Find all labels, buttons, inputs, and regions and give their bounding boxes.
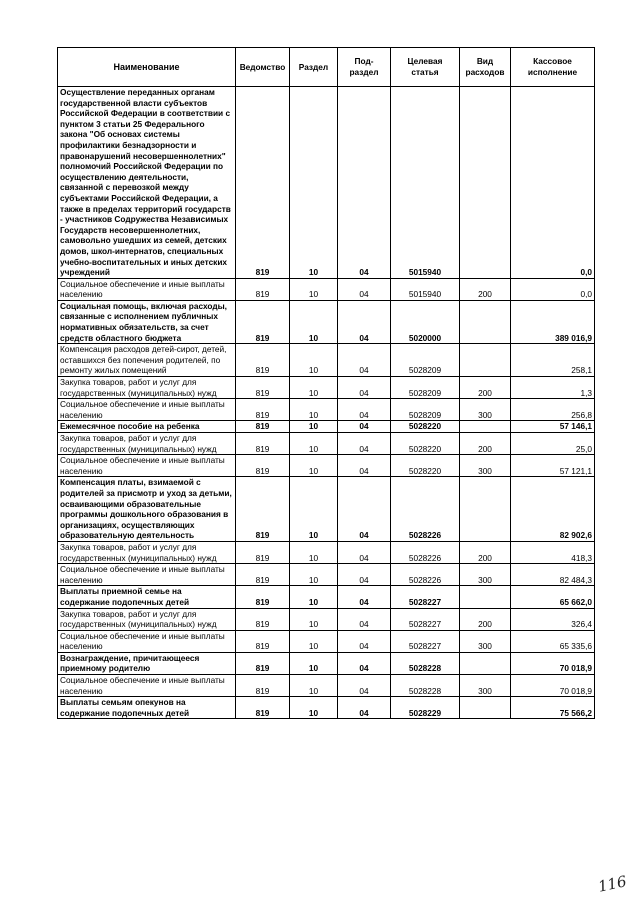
row-dept: 819: [236, 697, 290, 719]
header-name: Наименование: [58, 48, 236, 87]
row-target: 5028228: [391, 652, 460, 674]
row-name: Социальное обеспечение и иные выплаты населению: [58, 564, 236, 586]
row-exp-type: 200: [460, 433, 511, 455]
row-dept: 819: [236, 300, 290, 343]
row-target: 5028209: [391, 377, 460, 399]
row-section: 10: [290, 564, 338, 586]
row-subsection: 04: [338, 675, 391, 697]
row-target: 5015940: [391, 278, 460, 300]
row-exp-type: [460, 586, 511, 608]
row-cash: 1,3: [511, 377, 595, 399]
row-exp-type: 300: [460, 564, 511, 586]
row-dept: 819: [236, 608, 290, 630]
row-name: Социальное обеспечение и иные выплаты населению: [58, 278, 236, 300]
row-cash: 70 018,9: [511, 652, 595, 674]
row-target: 5028227: [391, 608, 460, 630]
row-cash: 258,1: [511, 344, 595, 377]
row-name: Закупка товаров, работ и услуг для государственных (муниципальных) нужд: [58, 377, 236, 399]
row-name: Вознаграждение, причитающееся приемному родителю: [58, 652, 236, 674]
row-target: 5028220: [391, 455, 460, 477]
row-dept: 819: [236, 630, 290, 652]
row-exp-type: 200: [460, 278, 511, 300]
row-target: 5028227: [391, 630, 460, 652]
row-dept: 819: [236, 455, 290, 477]
row-name: Закупка товаров, работ и услуг для государственных (муниципальных) нужд: [58, 433, 236, 455]
row-subsection: 04: [338, 541, 391, 563]
row-target: 5028220: [391, 433, 460, 455]
row-cash: 57 121,1: [511, 455, 595, 477]
row-section: 10: [290, 399, 338, 421]
row-dept: 819: [236, 278, 290, 300]
row-section: 10: [290, 608, 338, 630]
row-target: 5028209: [391, 344, 460, 377]
row-name: Социальное обеспечение и иные выплаты населению: [58, 455, 236, 477]
row-target: 5020000: [391, 300, 460, 343]
row-dept: 819: [236, 541, 290, 563]
row-name: Осуществление переданных органам государственной власти субъектов Российской Федерации в соответствии с пунктом 3 статьи 25 Федерального закона "Об основах системы профилактики безнадзорности и правонарушений несовершеннолетних" полномочий Российской Федерации по осуществлению деятельности, связанной с перевозкой между субъектами Российской Федерации, а также в пределах территорий государств - участников Содружества Независимых Государств несовершеннолетних, самовольно ушедших из семей, детских домов, школ-интернатов, специальных учебно-воспитательных и иных детских учреждений: [58, 87, 236, 279]
row-cash: 0,0: [511, 278, 595, 300]
row-cash: 256,8: [511, 399, 595, 421]
row-section: 10: [290, 421, 338, 433]
table-body: [58, 87, 595, 719]
row-cash: 65 335,6: [511, 630, 595, 652]
table-row: [58, 300, 595, 343]
row-name: Компенсация расходов детей-сирот, детей, оставшихся без попечения родителей, по ремонту жилых помещений: [58, 344, 236, 377]
row-dept: 819: [236, 675, 290, 697]
row-exp-type: [460, 87, 511, 279]
row-target: 5028226: [391, 564, 460, 586]
row-section: 10: [290, 477, 338, 542]
row-exp-type: 300: [460, 630, 511, 652]
row-cash: 75 566,2: [511, 697, 595, 719]
header-section: Раздел: [290, 48, 338, 87]
header-target: Целевая статья: [391, 48, 460, 87]
row-target: 5028227: [391, 586, 460, 608]
row-section: 10: [290, 675, 338, 697]
row-name: Выплаты приемной семье на содержание подопечных детей: [58, 586, 236, 608]
row-dept: 819: [236, 477, 290, 542]
row-cash: 82 902,6: [511, 477, 595, 542]
row-name: Социальное обеспечение и иные выплаты населению: [58, 399, 236, 421]
row-section: 10: [290, 87, 338, 279]
row-name: Социальная помощь, включая расходы, связанные с исполнением публичных нормативных обязательств, за счет средств областного бюджета: [58, 300, 236, 343]
row-cash: 0,0: [511, 87, 595, 279]
row-cash: 65 662,0: [511, 586, 595, 608]
row-name: Социальное обеспечение и иные выплаты населению: [58, 675, 236, 697]
row-section: 10: [290, 630, 338, 652]
row-target: 5015940: [391, 87, 460, 279]
row-subsection: 04: [338, 697, 391, 719]
table-row: [58, 399, 595, 421]
row-name: Закупка товаров, работ и услуг для государственных (муниципальных) нужд: [58, 608, 236, 630]
header-exp-type: Вид расходов: [460, 48, 511, 87]
row-section: 10: [290, 433, 338, 455]
row-dept: 819: [236, 652, 290, 674]
table-row: [58, 344, 595, 377]
row-exp-type: [460, 697, 511, 719]
row-target: 5028209: [391, 399, 460, 421]
table-row: [58, 433, 595, 455]
row-exp-type: [460, 652, 511, 674]
row-target: 5028229: [391, 697, 460, 719]
row-target: 5028220: [391, 421, 460, 433]
table-row: [58, 630, 595, 652]
row-section: 10: [290, 455, 338, 477]
row-dept: 819: [236, 564, 290, 586]
row-subsection: 04: [338, 433, 391, 455]
table-row: [58, 278, 595, 300]
row-subsection: 04: [338, 377, 391, 399]
row-cash: 25,0: [511, 433, 595, 455]
row-name: Закупка товаров, работ и услуг для государственных (муниципальных) нужд: [58, 541, 236, 563]
row-dept: 819: [236, 433, 290, 455]
row-name: Компенсация платы, взимаемой с родителей за присмотр и уход за детьми, осваивающими образовательные программы дошкольного образования в организациях, осуществляющих образовательную деятельность: [58, 477, 236, 542]
row-dept: 819: [236, 421, 290, 433]
row-cash: 418,3: [511, 541, 595, 563]
row-cash: 326,4: [511, 608, 595, 630]
row-exp-type: 200: [460, 377, 511, 399]
row-cash: 70 018,9: [511, 675, 595, 697]
row-dept: 819: [236, 377, 290, 399]
row-subsection: 04: [338, 399, 391, 421]
row-exp-type: 300: [460, 675, 511, 697]
row-subsection: 04: [338, 455, 391, 477]
table-row: [58, 421, 595, 433]
row-dept: 819: [236, 344, 290, 377]
row-section: 10: [290, 300, 338, 343]
table-row: [58, 455, 595, 477]
row-cash: 57 146,1: [511, 421, 595, 433]
row-dept: 819: [236, 87, 290, 279]
row-exp-type: [460, 477, 511, 542]
row-section: 10: [290, 541, 338, 563]
row-section: 10: [290, 344, 338, 377]
row-subsection: 04: [338, 421, 391, 433]
row-exp-type: [460, 300, 511, 343]
header-dept: Ведомство: [236, 48, 290, 87]
row-subsection: 04: [338, 564, 391, 586]
row-exp-type: 300: [460, 399, 511, 421]
row-section: 10: [290, 586, 338, 608]
row-section: 10: [290, 697, 338, 719]
table-row: [58, 675, 595, 697]
row-target: 5028226: [391, 541, 460, 563]
row-cash: 389 016,9: [511, 300, 595, 343]
row-subsection: 04: [338, 278, 391, 300]
row-subsection: 04: [338, 344, 391, 377]
table-row: [58, 87, 595, 279]
row-section: 10: [290, 652, 338, 674]
header-cash: Кассовое исполнение: [511, 48, 595, 87]
table-row: [58, 608, 595, 630]
table-row: [58, 697, 595, 719]
row-exp-type: [460, 421, 511, 433]
row-target: 5028226: [391, 477, 460, 542]
row-name: Выплаты семьям опекунов на содержание подопечных детей: [58, 697, 236, 719]
row-section: 10: [290, 278, 338, 300]
row-target: 5028228: [391, 675, 460, 697]
row-exp-type: 200: [460, 541, 511, 563]
page-number: 116: [596, 872, 629, 896]
row-exp-type: [460, 344, 511, 377]
row-subsection: 04: [338, 586, 391, 608]
budget-table: [57, 47, 595, 719]
table-row: [58, 377, 595, 399]
row-name: Ежемесячное пособие на ребенка: [58, 421, 236, 433]
row-exp-type: 200: [460, 608, 511, 630]
table-row: [58, 477, 595, 542]
row-name: Социальное обеспечение и иные выплаты населению: [58, 630, 236, 652]
row-dept: 819: [236, 399, 290, 421]
row-section: 10: [290, 377, 338, 399]
row-subsection: 04: [338, 652, 391, 674]
table-header-row: [58, 48, 595, 87]
row-subsection: 04: [338, 630, 391, 652]
table-row: [58, 541, 595, 563]
row-subsection: 04: [338, 608, 391, 630]
row-exp-type: 300: [460, 455, 511, 477]
table-row: [58, 564, 595, 586]
row-dept: 819: [236, 586, 290, 608]
row-cash: 82 484,3: [511, 564, 595, 586]
header-subsection: Под- раздел: [338, 48, 391, 87]
row-subsection: 04: [338, 87, 391, 279]
row-subsection: 04: [338, 477, 391, 542]
row-subsection: 04: [338, 300, 391, 343]
table-row: [58, 586, 595, 608]
table-row: [58, 652, 595, 674]
